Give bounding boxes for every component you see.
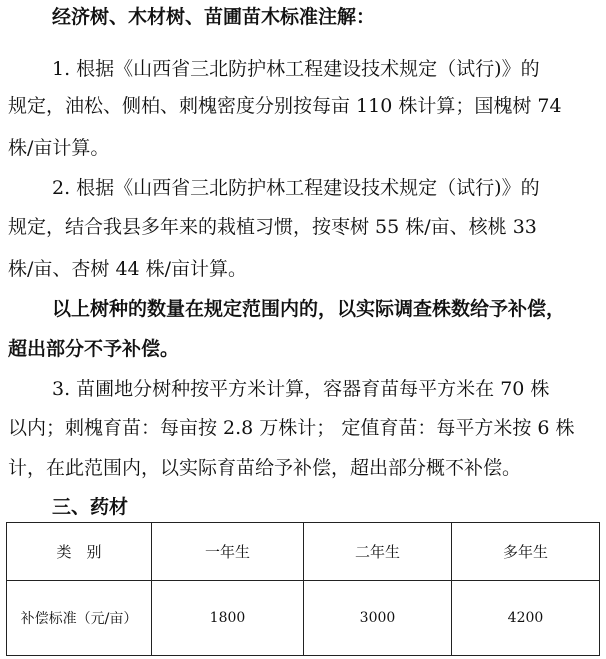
value-one-year: 1800 <box>152 581 304 656</box>
para2-line3: 株/亩、杏树 44 株/亩计算。 <box>8 258 248 280</box>
table-row <box>7 581 600 656</box>
note-line2: 超出部分不予补偿。 <box>8 338 180 360</box>
para1-line3: 株/亩计算。 <box>8 137 110 159</box>
note-line1: 以上树种的数量在规定范围内的，以实际调查株数给予补偿， <box>52 298 566 320</box>
para2-line2: 规定，结合我县多年来的栽植习惯，按枣树 55 株/亩、核桃 33 <box>8 216 537 238</box>
heading: 经济树、木材树、苗圃苗木标准注解： <box>52 6 376 28</box>
table-header-row <box>7 523 600 581</box>
para3-line2: 以内；刺槐育苗：每亩按 2.8 万株计； 定值育苗：每平方米按 6 株 <box>8 417 575 439</box>
header-multi-year: 多年生 <box>452 523 600 581</box>
para3-line3: 计，在此范围内，以实际育苗给予补偿，超出部分概不补偿。 <box>8 457 522 479</box>
row-label: 补偿标准（元/亩） <box>7 581 152 656</box>
para1-line1: 1. 根据《山西省三北防护林工程建设技术规定（试行)》的 <box>52 58 540 80</box>
para2-line1: 2. 根据《山西省三北防护林工程建设技术规定（试行)》的 <box>52 177 540 199</box>
header-one-year: 一年生 <box>152 523 304 581</box>
header-two-year: 二年生 <box>304 523 452 581</box>
para3-line1: 3. 苗圃地分树种按平方米计算，容器育苗每平方米在 70 株 <box>52 378 550 400</box>
value-multi-year: 4200 <box>452 581 600 656</box>
para1-line2: 规定，油松、侧柏、刺槐密度分别按每亩 110 株计算；国槐树 74 <box>8 95 562 117</box>
medicinal-herbs-table <box>6 522 600 656</box>
header-category: 类 别 <box>7 523 152 581</box>
value-two-year: 3000 <box>304 581 452 656</box>
section-heading: 三、药材 <box>52 496 129 518</box>
